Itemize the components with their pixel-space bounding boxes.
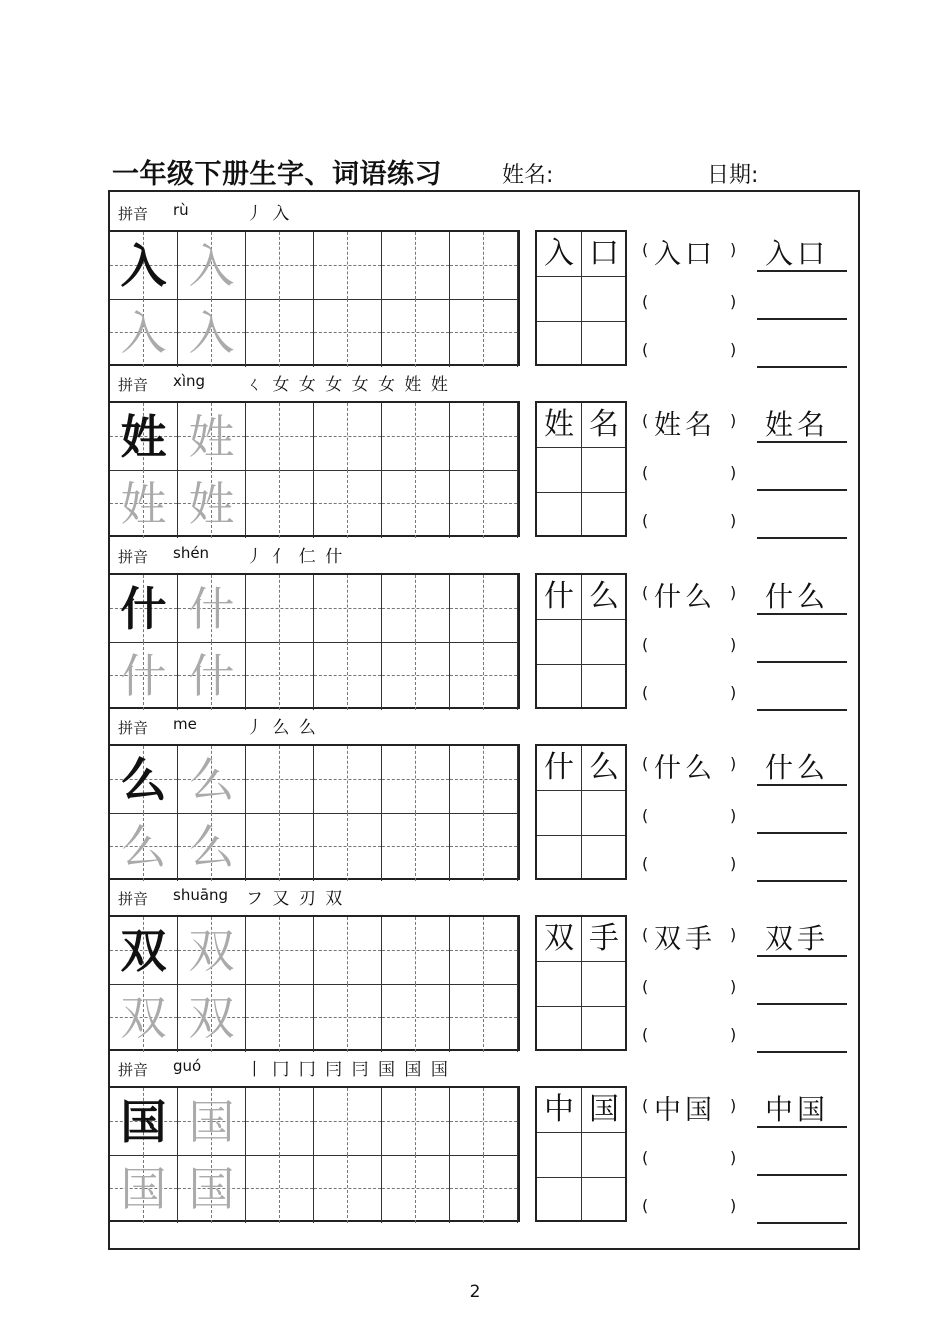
tianzige-grid — [110, 744, 520, 880]
trace-char: 什 — [188, 649, 235, 703]
tianzige-grid — [110, 1086, 520, 1222]
writing-cell[interactable] — [110, 299, 178, 367]
writing-cell[interactable] — [110, 1155, 178, 1223]
pinyin-text: xìng — [173, 372, 206, 390]
answer-line[interactable] — [757, 441, 847, 443]
word-char: 么 — [589, 579, 619, 614]
paren-word: 什么 — [654, 753, 716, 784]
word-char: 名 — [589, 407, 619, 442]
trace-char: 姓 — [120, 477, 167, 531]
word-char: 什 — [544, 579, 574, 614]
writing-cell[interactable] — [382, 984, 450, 1052]
pinyin-label: 拼音 — [118, 205, 149, 223]
writing-cell[interactable] — [246, 575, 314, 643]
word-box — [535, 573, 627, 709]
writing-cell[interactable] — [178, 746, 246, 814]
answer-line[interactable] — [757, 784, 847, 786]
writing-cell[interactable] — [382, 813, 450, 881]
writing-cell[interactable] — [110, 917, 178, 985]
writing-cell[interactable] — [450, 403, 518, 471]
page-number: 2 — [469, 1282, 481, 1302]
writing-cell[interactable] — [246, 984, 314, 1052]
trace-char: 么 — [120, 820, 167, 874]
model-char: 姓 — [120, 410, 167, 464]
model-char: 什 — [120, 582, 167, 636]
writing-cell[interactable] — [314, 813, 382, 881]
writing-cell[interactable] — [178, 813, 246, 881]
writing-cell[interactable] — [382, 746, 450, 814]
pinyin-text: me — [173, 715, 197, 733]
writing-cell[interactable] — [382, 575, 450, 643]
answer-line[interactable] — [757, 489, 847, 491]
section-header — [110, 706, 858, 742]
writing-cell[interactable] — [246, 1155, 314, 1223]
writing-cell[interactable] — [110, 1088, 178, 1156]
answer-line[interactable] — [757, 832, 847, 834]
writing-cell[interactable] — [450, 470, 518, 538]
pinyin-text: shén — [173, 544, 210, 562]
paren-word: 中国 — [654, 1095, 716, 1126]
trace-char: 国 — [188, 1095, 235, 1149]
word-char: 什 — [544, 750, 574, 785]
word-char: 双 — [544, 921, 574, 956]
word-char: 口 — [589, 236, 619, 271]
writing-cell[interactable] — [450, 1155, 518, 1223]
writing-cell[interactable] — [178, 232, 246, 300]
tianzige-grid — [110, 230, 520, 366]
char-section: 拼音 rù 丿 入 入 入 入 入 入 口 ( 入口 ) ( ) ( ) 入口 — [110, 192, 858, 364]
stroke-order: 丿 入 — [246, 204, 292, 224]
writing-cell[interactable] — [246, 299, 314, 367]
tianzige-grid — [110, 401, 520, 537]
writing-cell[interactable] — [110, 984, 178, 1052]
writing-cell[interactable] — [246, 813, 314, 881]
writing-cell[interactable] — [110, 575, 178, 643]
writing-cell[interactable] — [246, 917, 314, 985]
line-word: 什么 — [765, 580, 830, 613]
word-char: 入 — [544, 236, 574, 271]
word-char: 国 — [589, 1092, 619, 1127]
writing-cell[interactable] — [110, 746, 178, 814]
writing-cell[interactable] — [382, 642, 450, 710]
writing-cell[interactable] — [246, 232, 314, 300]
writing-cell[interactable] — [246, 403, 314, 471]
writing-cell[interactable] — [110, 232, 178, 300]
stroke-order: フ 又 刃 双 — [246, 889, 345, 909]
tianzige-grid — [110, 573, 520, 709]
writing-cell[interactable] — [314, 1155, 382, 1223]
writing-cell[interactable] — [314, 232, 382, 300]
word-box — [535, 915, 627, 1051]
answer-line[interactable] — [757, 661, 847, 663]
line-word: 入口 — [765, 237, 830, 270]
char-section: 拼音 xìng ㄑ 女 女 女 女 女 姓 姓 姓 姓 姓 姓 姓 名 ( 姓名 ) ( ) ( ) 姓名 — [110, 363, 858, 535]
writing-cell[interactable] — [382, 299, 450, 367]
trace-char: 入 — [120, 306, 167, 360]
char-section: 拼音 shén 丿 亻 仁 什 什 什 什 什 什 么 ( 什么 ) ( ) ( ) 什么 — [110, 535, 858, 707]
char-section: 拼音 shuāng フ 又 刃 双 双 双 双 双 双 手 ( 双手 ) ( ) ( ) 双手 — [110, 877, 858, 1049]
trace-char: 双 — [188, 924, 235, 978]
word-char: 手 — [589, 921, 619, 956]
writing-cell[interactable] — [246, 642, 314, 710]
writing-cell[interactable] — [178, 984, 246, 1052]
writing-cell[interactable] — [246, 746, 314, 814]
writing-cell[interactable] — [314, 746, 382, 814]
pinyin-label: 拼音 — [118, 890, 149, 908]
writing-cell[interactable] — [246, 1088, 314, 1156]
model-char: 国 — [120, 1095, 167, 1149]
word-char: 姓 — [544, 407, 574, 442]
answer-line[interactable] — [757, 955, 847, 957]
writing-cell[interactable] — [246, 470, 314, 538]
writing-cell[interactable] — [314, 575, 382, 643]
writing-cell[interactable] — [450, 984, 518, 1052]
paren-word: 什么 — [654, 582, 716, 613]
trace-char: 双 — [188, 991, 235, 1045]
writing-cell[interactable] — [178, 1088, 246, 1156]
line-word: 姓名 — [765, 408, 830, 441]
model-char: 入 — [120, 239, 167, 293]
writing-cell[interactable] — [314, 299, 382, 367]
char-section: 拼音 me 丿 么 么 么 么 么 么 什 么 ( 什么 ) ( ) ( ) 什么 — [110, 706, 858, 878]
writing-cell[interactable] — [450, 299, 518, 367]
trace-char: 姓 — [188, 477, 235, 531]
name-label: 姓名: — [502, 163, 554, 188]
trace-char: 什 — [120, 649, 167, 703]
writing-cell[interactable] — [178, 403, 246, 471]
trace-char: 姓 — [188, 410, 235, 464]
date-label: 日期: — [707, 163, 759, 188]
writing-cell[interactable] — [382, 917, 450, 985]
paren-word: 入口 — [654, 239, 716, 270]
writing-cell[interactable] — [178, 642, 246, 710]
writing-cell[interactable] — [450, 1088, 518, 1156]
pinyin-text: guó — [173, 1057, 202, 1075]
writing-cell[interactable] — [382, 470, 450, 538]
answer-line[interactable] — [757, 270, 847, 272]
writing-cell[interactable] — [382, 232, 450, 300]
word-box — [535, 744, 627, 880]
word-box — [535, 230, 627, 366]
writing-cell[interactable] — [110, 470, 178, 538]
writing-cell[interactable] — [178, 299, 246, 367]
section-header — [110, 535, 858, 571]
page-title: 一年级下册生字、词语练习 — [112, 159, 442, 190]
writing-cell[interactable] — [450, 746, 518, 814]
writing-cell[interactable] — [450, 232, 518, 300]
section-header — [110, 192, 858, 228]
writing-cell[interactable] — [110, 813, 178, 881]
answer-line[interactable] — [757, 613, 847, 615]
trace-char: 国 — [188, 1162, 235, 1216]
writing-cell[interactable] — [178, 575, 246, 643]
word-char: 么 — [589, 750, 619, 785]
pinyin-text: shuāng — [173, 886, 229, 904]
answer-line[interactable] — [757, 318, 847, 320]
writing-cell[interactable] — [382, 1088, 450, 1156]
trace-char: 双 — [120, 991, 167, 1045]
trace-char: 么 — [188, 820, 235, 874]
pinyin-label: 拼音 — [118, 1061, 149, 1079]
writing-cell[interactable] — [314, 917, 382, 985]
model-char: 双 — [120, 924, 167, 978]
section-header — [110, 877, 858, 913]
pinyin-text: rù — [173, 201, 189, 219]
trace-char: 入 — [188, 306, 235, 360]
section-header — [110, 363, 858, 399]
trace-char: 国 — [120, 1162, 167, 1216]
pinyin-label: 拼音 — [118, 376, 149, 394]
line-word: 双手 — [765, 922, 830, 955]
line-word: 中国 — [765, 1093, 830, 1126]
worksheet-frame — [108, 190, 860, 1250]
pinyin-label: 拼音 — [118, 719, 149, 737]
answer-line[interactable] — [757, 1174, 847, 1176]
writing-cell[interactable] — [178, 1155, 246, 1223]
writing-cell[interactable] — [110, 642, 178, 710]
section-header — [110, 1048, 858, 1084]
answer-line[interactable] — [757, 1003, 847, 1005]
writing-cell[interactable] — [450, 813, 518, 881]
writing-cell[interactable] — [178, 470, 246, 538]
trace-char: 入 — [188, 239, 235, 293]
writing-cell[interactable] — [110, 403, 178, 471]
word-box — [535, 401, 627, 537]
writing-cell[interactable] — [450, 642, 518, 710]
answer-line[interactable] — [757, 1126, 847, 1128]
writing-cell[interactable] — [382, 403, 450, 471]
trace-char: 么 — [188, 753, 235, 807]
writing-cell[interactable] — [314, 403, 382, 471]
writing-cell[interactable] — [382, 1155, 450, 1223]
char-section: 拼音 guó 丨 冂 冂 冃 冃 国 国 国 国 国 国 国 中 国 ( 中国 ) ( ) ( ) 中国 — [110, 1048, 858, 1220]
writing-cell[interactable] — [178, 917, 246, 985]
stroke-order: ㄑ 女 女 女 女 女 姓 姓 — [246, 375, 450, 395]
tianzige-grid — [110, 915, 520, 1051]
stroke-order: 丿 亻 仁 什 — [246, 547, 345, 567]
writing-cell[interactable] — [314, 1088, 382, 1156]
paren-word: 双手 — [654, 924, 716, 955]
word-box — [535, 1086, 627, 1222]
writing-cell[interactable] — [450, 917, 518, 985]
answer-line[interactable] — [757, 1222, 847, 1224]
line-word: 什么 — [765, 751, 830, 784]
writing-cell[interactable] — [450, 575, 518, 643]
writing-cell[interactable] — [314, 642, 382, 710]
pinyin-label: 拼音 — [118, 548, 149, 566]
paren-word: 姓名 — [654, 410, 716, 441]
stroke-order: 丿 么 么 — [246, 718, 318, 738]
writing-cell[interactable] — [314, 470, 382, 538]
model-char: 么 — [120, 753, 167, 807]
stroke-order: 丨 冂 冂 冃 冃 国 国 国 — [246, 1060, 450, 1080]
trace-char: 什 — [188, 582, 235, 636]
writing-cell[interactable] — [314, 984, 382, 1052]
word-char: 中 — [544, 1092, 574, 1127]
